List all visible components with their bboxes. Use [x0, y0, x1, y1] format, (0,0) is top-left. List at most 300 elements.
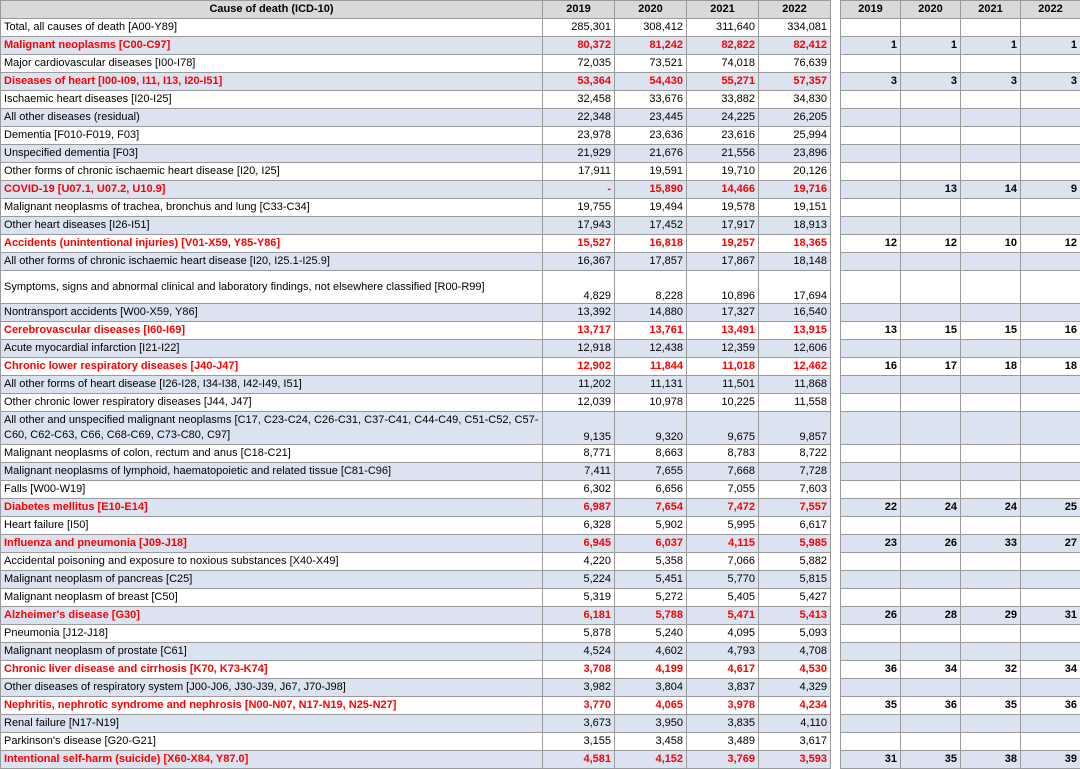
value-cell: 5,413	[759, 607, 831, 625]
value-cell: 10,978	[615, 394, 687, 412]
rank-header-2021: 2021	[961, 1, 1021, 19]
rank-row	[841, 445, 1080, 463]
value-cell: 23,896	[759, 145, 831, 163]
rank-cell	[841, 463, 901, 481]
value-cell: 5,405	[687, 589, 759, 607]
value-cell: 19,716	[759, 181, 831, 199]
table-row	[1, 553, 831, 571]
table-row	[1, 199, 831, 217]
table-row	[1, 643, 831, 661]
cause-cell: All other and unspecified malignant neoplasms [C17, C23-C24, C26-C31, C37-C41, C44-C49, C51-C52, C57-C60, C62-C63, C66, C68-C69, C73-C80, C97]	[1, 412, 543, 445]
value-cell: 3,835	[687, 715, 759, 733]
value-cell: 13,717	[543, 322, 615, 340]
table-row	[1, 679, 831, 697]
cause-cell: Alzheimer's disease [G30]	[1, 607, 543, 625]
table-row	[1, 661, 831, 679]
value-cell: 17,943	[543, 217, 615, 235]
value-cell: 7,472	[687, 499, 759, 517]
value-cell: 11,501	[687, 376, 759, 394]
value-cell: 4,234	[759, 697, 831, 715]
rank-cell	[961, 127, 1021, 145]
table-row	[1, 535, 831, 553]
table-row	[1, 376, 831, 394]
rank-cell	[841, 19, 901, 37]
table-row	[1, 127, 831, 145]
value-cell: 3,950	[615, 715, 687, 733]
value-cell: 3,804	[615, 679, 687, 697]
rank-cell	[841, 304, 901, 322]
value-cell: 334,081	[759, 19, 831, 37]
rank-header-2022: 2022	[1021, 1, 1080, 19]
value-cell: 4,793	[687, 643, 759, 661]
rank-row	[841, 517, 1080, 535]
value-cell: 80,372	[543, 37, 615, 55]
rank-cell	[841, 55, 901, 73]
rank-cell	[841, 553, 901, 571]
rank-cell	[901, 394, 961, 412]
value-cell: 26,205	[759, 109, 831, 127]
value-cell: 72,035	[543, 55, 615, 73]
rank-cell	[1021, 445, 1080, 463]
value-cell: 5,451	[615, 571, 687, 589]
table-row	[1, 571, 831, 589]
value-cell: 7,654	[615, 499, 687, 517]
rank-header-2019: 2019	[841, 1, 901, 19]
rank-cell	[1021, 376, 1080, 394]
rank-cell	[841, 253, 901, 271]
value-cell: 17,867	[687, 253, 759, 271]
value-cell: 11,018	[687, 358, 759, 376]
table-row	[1, 37, 831, 55]
rank-cell	[901, 571, 961, 589]
rank-cell: 31	[841, 751, 901, 769]
value-cell: 4,220	[543, 553, 615, 571]
value-cell: 11,202	[543, 376, 615, 394]
value-cell: 5,471	[687, 607, 759, 625]
table-row	[1, 55, 831, 73]
value-cell: 23,616	[687, 127, 759, 145]
rank-cell	[841, 145, 901, 163]
value-cell: 3,155	[543, 733, 615, 751]
value-cell: 19,710	[687, 163, 759, 181]
value-cell: 14,880	[615, 304, 687, 322]
rank-cell	[901, 217, 961, 235]
rank-cell: 38	[961, 751, 1021, 769]
rank-row	[841, 181, 1080, 199]
rank-cell	[961, 445, 1021, 463]
rank-cell	[841, 445, 901, 463]
rank-cell	[961, 340, 1021, 358]
rank-cell: 26	[841, 607, 901, 625]
rank-cell: 29	[961, 607, 1021, 625]
value-cell: 12,902	[543, 358, 615, 376]
rank-row	[841, 304, 1080, 322]
cause-cell: Major cardiovascular diseases [I00-I78]	[1, 55, 543, 73]
value-cell: 19,151	[759, 199, 831, 217]
cause-cell: Pneumonia [J12-J18]	[1, 625, 543, 643]
rank-cell	[1021, 643, 1080, 661]
table-row	[1, 412, 831, 445]
value-cell: 21,676	[615, 145, 687, 163]
table-row	[1, 181, 831, 199]
value-cell: 33,676	[615, 91, 687, 109]
value-cell: 23,636	[615, 127, 687, 145]
value-cell: 4,110	[759, 715, 831, 733]
value-cell: 18,148	[759, 253, 831, 271]
value-cell: -	[543, 181, 615, 199]
rank-cell	[841, 181, 901, 199]
rank-cell	[901, 55, 961, 73]
rank-cell: 18	[1021, 358, 1080, 376]
header-row	[1, 1, 831, 19]
cause-cell: Unspecified dementia [F03]	[1, 145, 543, 163]
value-cell: 13,392	[543, 304, 615, 322]
value-cell: 8,722	[759, 445, 831, 463]
value-cell: 19,755	[543, 199, 615, 217]
value-cell: 5,788	[615, 607, 687, 625]
value-cell: 3,770	[543, 697, 615, 715]
rank-cell	[961, 463, 1021, 481]
rank-cell: 36	[841, 661, 901, 679]
cause-cell: Other heart diseases [I26-I51]	[1, 217, 543, 235]
rank-cell	[841, 679, 901, 697]
rank-cell	[961, 553, 1021, 571]
rank-cell: 23	[841, 535, 901, 553]
rank-header-row	[841, 1, 1080, 19]
rank-cell	[961, 643, 1021, 661]
value-cell: 7,603	[759, 481, 831, 499]
value-cell: 81,242	[615, 37, 687, 55]
rank-cell	[961, 199, 1021, 217]
rank-cell	[901, 481, 961, 499]
rank-cell	[841, 517, 901, 535]
cause-cell: Acute myocardial infarction [I21-I22]	[1, 340, 543, 358]
column-header-2022: 2022	[759, 1, 831, 19]
value-cell: 17,327	[687, 304, 759, 322]
rank-row	[841, 37, 1080, 55]
rank-cell	[901, 679, 961, 697]
value-cell: 17,694	[759, 271, 831, 304]
value-cell: 11,868	[759, 376, 831, 394]
cause-cell: Diseases of heart [I00-I09, I11, I13, I20-I51]	[1, 73, 543, 91]
rank-row	[841, 715, 1080, 733]
table-row	[1, 217, 831, 235]
table-row	[1, 145, 831, 163]
value-cell: 10,225	[687, 394, 759, 412]
rank-cell: 35	[841, 697, 901, 715]
rank-cell	[841, 271, 901, 304]
cause-cell: Parkinson's disease [G20-G21]	[1, 733, 543, 751]
value-cell: 16,540	[759, 304, 831, 322]
rank-cell: 16	[841, 358, 901, 376]
rank-row	[841, 535, 1080, 553]
rank-cell: 39	[1021, 751, 1080, 769]
cause-cell: Accidental poisoning and exposure to noxious substances [X40-X49]	[1, 553, 543, 571]
value-cell: 5,902	[615, 517, 687, 535]
table-row	[1, 91, 831, 109]
rank-cell	[841, 109, 901, 127]
rank-cell	[901, 91, 961, 109]
value-cell: 17,917	[687, 217, 759, 235]
value-cell: 6,328	[543, 517, 615, 535]
value-cell: 13,491	[687, 322, 759, 340]
rank-row	[841, 589, 1080, 607]
value-cell: 5,093	[759, 625, 831, 643]
rank-row	[841, 235, 1080, 253]
rank-cell	[1021, 271, 1080, 304]
table-row	[1, 589, 831, 607]
value-cell: 6,987	[543, 499, 615, 517]
rank-cell	[901, 517, 961, 535]
rank-cell	[901, 145, 961, 163]
rank-cell: 36	[1021, 697, 1080, 715]
rank-row	[841, 73, 1080, 91]
rank-row	[841, 661, 1080, 679]
rank-cell	[1021, 517, 1080, 535]
value-cell: 3,458	[615, 733, 687, 751]
rank-cell: 36	[901, 697, 961, 715]
rank-cell	[1021, 625, 1080, 643]
value-cell: 3,489	[687, 733, 759, 751]
cause-cell: Renal failure [N17-N19]	[1, 715, 543, 733]
table-row	[1, 733, 831, 751]
cause-cell: Accidents (unintentional injuries) [V01-X59, Y85-Y86]	[1, 235, 543, 253]
rank-cell	[1021, 733, 1080, 751]
value-cell: 76,639	[759, 55, 831, 73]
value-cell: 6,037	[615, 535, 687, 553]
rank-row	[841, 394, 1080, 412]
rank-cell: 16	[1021, 322, 1080, 340]
value-cell: 19,257	[687, 235, 759, 253]
value-cell: 22,348	[543, 109, 615, 127]
rank-cell: 24	[901, 499, 961, 517]
table-row	[1, 607, 831, 625]
value-cell: 7,055	[687, 481, 759, 499]
value-cell: 53,364	[543, 73, 615, 91]
value-cell: 34,830	[759, 91, 831, 109]
rank-cell	[961, 679, 1021, 697]
rank-cell	[901, 715, 961, 733]
cause-cell: Cerebrovascular diseases [I60-I69]	[1, 322, 543, 340]
value-cell: 3,617	[759, 733, 831, 751]
value-cell: 33,882	[687, 91, 759, 109]
rank-cell	[901, 376, 961, 394]
value-cell: 18,913	[759, 217, 831, 235]
table-row	[1, 517, 831, 535]
table-row	[1, 499, 831, 517]
rank-row	[841, 322, 1080, 340]
rank-row	[841, 412, 1080, 445]
rank-row	[841, 376, 1080, 394]
cause-cell: All other diseases (residual)	[1, 109, 543, 127]
cause-cell: Diabetes mellitus [E10-E14]	[1, 499, 543, 517]
cause-cell: Nontransport accidents [W00-X59, Y86]	[1, 304, 543, 322]
cause-cell: Malignant neoplasms [C00-C97]	[1, 37, 543, 55]
value-cell: 15,890	[615, 181, 687, 199]
rank-cell	[961, 412, 1021, 445]
value-cell: 7,728	[759, 463, 831, 481]
value-cell: 19,494	[615, 199, 687, 217]
rank-cell: 13	[841, 322, 901, 340]
table-row	[1, 625, 831, 643]
rank-cell	[901, 643, 961, 661]
rank-cell	[961, 394, 1021, 412]
rank-cell	[841, 127, 901, 145]
rank-cell	[961, 271, 1021, 304]
rank-cell	[841, 412, 901, 445]
value-cell: 5,272	[615, 589, 687, 607]
value-cell: 23,445	[615, 109, 687, 127]
rank-cell	[961, 376, 1021, 394]
rank-cell	[1021, 679, 1080, 697]
rank-cell	[1021, 715, 1080, 733]
rank-row	[841, 340, 1080, 358]
column-header-2021: 2021	[687, 1, 759, 19]
rank-cell	[961, 109, 1021, 127]
value-cell: 311,640	[687, 19, 759, 37]
rank-table	[840, 0, 1080, 769]
rank-cell: 18	[961, 358, 1021, 376]
value-cell: 15,527	[543, 235, 615, 253]
cause-cell: Ischaemic heart diseases [I20-I25]	[1, 91, 543, 109]
rank-cell	[901, 163, 961, 181]
rank-row	[841, 271, 1080, 304]
cause-cell: Malignant neoplasms of colon, rectum and anus [C18-C21]	[1, 445, 543, 463]
value-cell: 9,135	[543, 412, 615, 445]
rank-cell: 22	[841, 499, 901, 517]
rank-cell	[901, 553, 961, 571]
rank-cell	[961, 625, 1021, 643]
value-cell: 8,228	[615, 271, 687, 304]
rank-row	[841, 145, 1080, 163]
value-cell: 8,771	[543, 445, 615, 463]
rank-row	[841, 481, 1080, 499]
value-cell: 7,066	[687, 553, 759, 571]
table-row	[1, 322, 831, 340]
rank-cell	[961, 91, 1021, 109]
value-cell: 12,606	[759, 340, 831, 358]
rank-cell	[901, 271, 961, 304]
rank-cell: 3	[841, 73, 901, 91]
value-cell: 17,452	[615, 217, 687, 235]
rank-cell	[961, 304, 1021, 322]
value-cell: 6,945	[543, 535, 615, 553]
rank-row	[841, 697, 1080, 715]
cause-cell: Malignant neoplasms of trachea, bronchus and lung [C33-C34]	[1, 199, 543, 217]
cause-cell: COVID-19 [U07.1, U07.2, U10.9]	[1, 181, 543, 199]
cause-cell: Other diseases of respiratory system [J00-J06, J30-J39, J67, J70-J98]	[1, 679, 543, 697]
value-cell: 12,359	[687, 340, 759, 358]
rank-cell	[841, 163, 901, 181]
rank-cell	[961, 163, 1021, 181]
value-cell: 12,039	[543, 394, 615, 412]
rank-cell	[901, 463, 961, 481]
rank-cell: 34	[901, 661, 961, 679]
rank-cell	[1021, 571, 1080, 589]
rank-cell	[961, 589, 1021, 607]
rank-cell: 26	[901, 535, 961, 553]
value-cell: 24,225	[687, 109, 759, 127]
cause-cell: Heart failure [I50]	[1, 517, 543, 535]
value-cell: 7,668	[687, 463, 759, 481]
value-cell: 5,770	[687, 571, 759, 589]
column-header-2019: 2019	[543, 1, 615, 19]
value-cell: 6,302	[543, 481, 615, 499]
rank-row	[841, 499, 1080, 517]
value-cell: 23,978	[543, 127, 615, 145]
value-cell: 5,815	[759, 571, 831, 589]
rank-cell: 12	[901, 235, 961, 253]
value-cell: 32,458	[543, 91, 615, 109]
rank-row	[841, 109, 1080, 127]
rank-cell	[901, 733, 961, 751]
rank-row	[841, 679, 1080, 697]
rank-cell: 12	[1021, 235, 1080, 253]
rank-cell: 32	[961, 661, 1021, 679]
value-cell: 5,985	[759, 535, 831, 553]
rank-cell	[841, 625, 901, 643]
value-cell: 82,412	[759, 37, 831, 55]
rank-cell	[961, 571, 1021, 589]
value-cell: 3,708	[543, 661, 615, 679]
rank-cell: 13	[901, 181, 961, 199]
cause-cell: Malignant neoplasm of breast [C50]	[1, 589, 543, 607]
rank-cell: 33	[961, 535, 1021, 553]
rank-cell: 9	[1021, 181, 1080, 199]
rank-cell: 1	[961, 37, 1021, 55]
value-cell: 74,018	[687, 55, 759, 73]
rank-table-body	[841, 19, 1080, 769]
value-cell: 12,438	[615, 340, 687, 358]
value-cell: 10,896	[687, 271, 759, 304]
rank-cell	[1021, 553, 1080, 571]
column-header-cause: Cause of death (ICD-10)	[1, 1, 543, 19]
cause-cell: Malignant neoplasm of pancreas [C25]	[1, 571, 543, 589]
rank-cell	[901, 412, 961, 445]
rank-cell: 25	[1021, 499, 1080, 517]
value-cell: 8,783	[687, 445, 759, 463]
value-cell: 55,271	[687, 73, 759, 91]
rank-cell	[1021, 109, 1080, 127]
value-cell: 3,769	[687, 751, 759, 769]
value-cell: 6,656	[615, 481, 687, 499]
rank-cell	[841, 571, 901, 589]
rank-cell	[901, 253, 961, 271]
cause-table-body	[1, 19, 831, 769]
rank-row	[841, 643, 1080, 661]
rank-cell: 3	[961, 73, 1021, 91]
cause-cell: Falls [W00-W19]	[1, 481, 543, 499]
cause-cell: Symptoms, signs and abnormal clinical and laboratory findings, not elsewhere classified [R00-R99]	[1, 271, 543, 304]
table-row	[1, 163, 831, 181]
value-cell: 54,430	[615, 73, 687, 91]
cause-cell: All other forms of chronic ischaemic heart disease [I20, I25.1-I25.9]	[1, 253, 543, 271]
rank-cell	[901, 340, 961, 358]
rank-cell	[961, 253, 1021, 271]
value-cell: 5,358	[615, 553, 687, 571]
value-cell: 3,837	[687, 679, 759, 697]
cause-cell: All other forms of heart disease [I26-I28, I34-I38, I42-I49, I51]	[1, 376, 543, 394]
value-cell: 14,466	[687, 181, 759, 199]
rank-cell	[841, 481, 901, 499]
value-cell: 57,357	[759, 73, 831, 91]
rank-cell	[901, 109, 961, 127]
rank-cell: 12	[841, 235, 901, 253]
value-cell: 4,829	[543, 271, 615, 304]
value-cell: 4,530	[759, 661, 831, 679]
value-cell: 4,602	[615, 643, 687, 661]
rank-cell	[961, 145, 1021, 163]
